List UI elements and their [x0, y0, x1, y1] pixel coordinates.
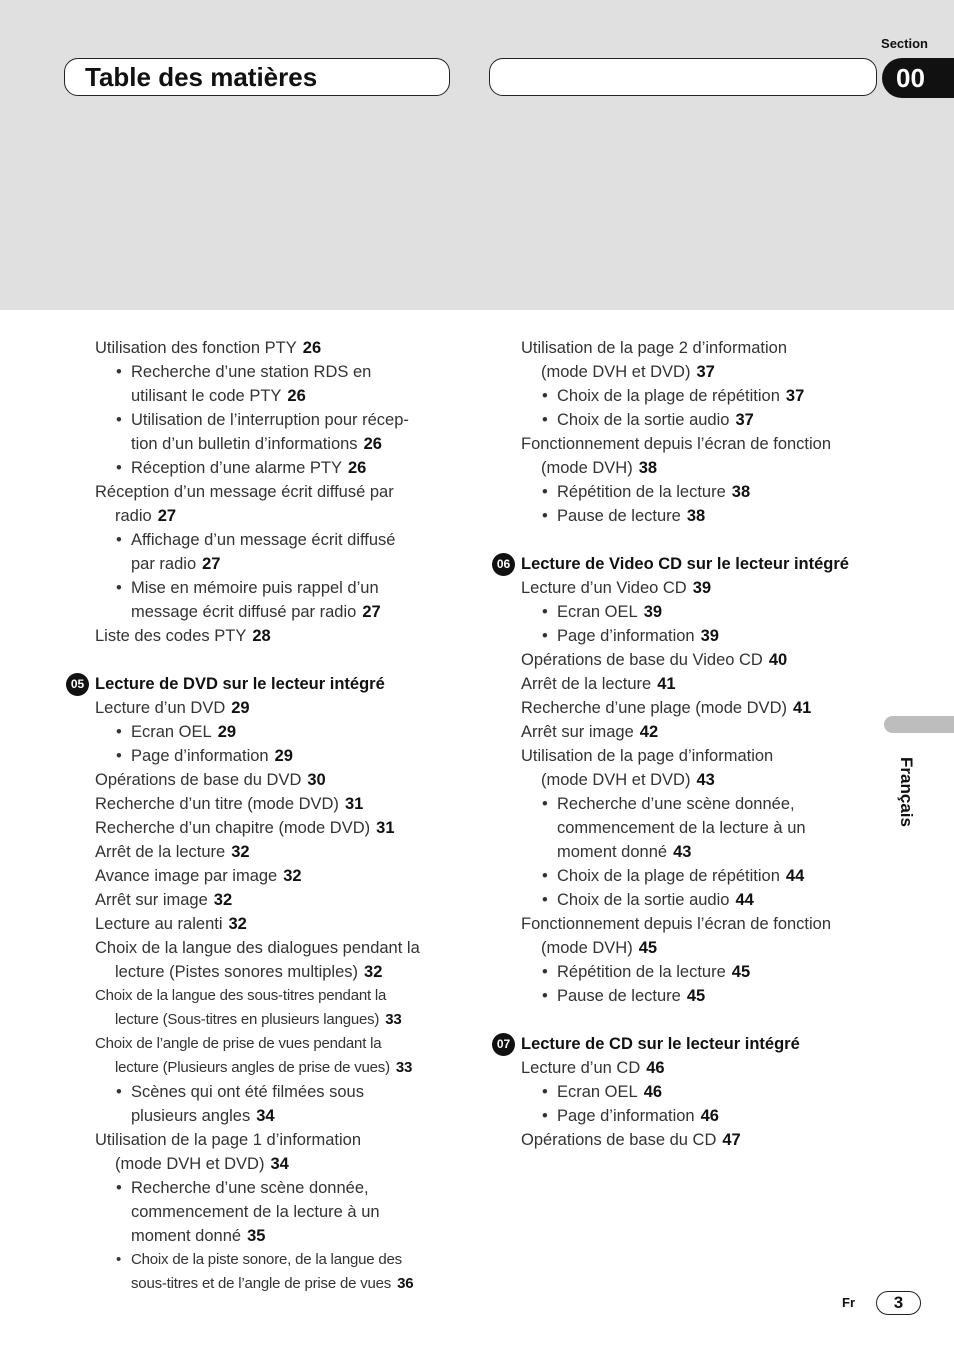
- toc-entry[interactable]: Recherche d’un chapitre (mode DVD) 31: [95, 819, 395, 837]
- toc-entry[interactable]: Utilisation des fonction PTY 26: [95, 339, 322, 357]
- bullet-icon: •: [542, 483, 548, 501]
- section-heading[interactable]: 06 Lecture de Video CD sur le lecteur intégré: [521, 552, 891, 576]
- toc-entry[interactable]: commencement de la lecture à un: [557, 819, 806, 837]
- toc-entry[interactable]: • Mise en mémoire puis rappel d’un: [95, 576, 465, 600]
- section-heading[interactable]: 07 Lecture de CD sur le lecteur intégré: [521, 1032, 891, 1056]
- toc-entry[interactable]: Arrêt sur image 42: [521, 723, 659, 741]
- toc-entry[interactable]: Arrêt sur image 32: [95, 891, 233, 909]
- spacer: [521, 528, 891, 552]
- bullet-icon: •: [116, 459, 122, 477]
- toc-entry[interactable]: lecture (Sous-titres en plusieurs langues) 33: [115, 1011, 402, 1028]
- toc-entry[interactable]: • Choix de la piste sonore, de la langue des: [95, 1248, 465, 1272]
- bullet-icon: •: [542, 627, 548, 645]
- spacer: [95, 648, 465, 672]
- bullet-icon: •: [116, 579, 122, 597]
- bullet-icon: •: [116, 363, 122, 381]
- section-05-badge: 05: [66, 673, 89, 696]
- toc-entry[interactable]: utilisant le code PTY 26: [131, 387, 306, 405]
- toc-entry[interactable]: • Page d’information 29: [95, 744, 465, 768]
- bullet-icon: •: [116, 531, 122, 549]
- toc-entry[interactable]: • Pause de lecture 38: [521, 504, 891, 528]
- toc-entry[interactable]: (mode DVH et DVD) 34: [115, 1155, 289, 1173]
- toc-entry[interactable]: • Ecran OEL 39: [521, 600, 891, 624]
- toc-entry[interactable]: • Ecran OEL 29: [95, 720, 465, 744]
- toc-entry[interactable]: • Recherche d’une station RDS en: [95, 360, 465, 384]
- bullet-icon: •: [116, 1179, 122, 1197]
- toc-entry[interactable]: Arrêt de la lecture 41: [521, 675, 676, 693]
- toc-entry[interactable]: Lecture d’un DVD 29: [95, 699, 250, 717]
- toc-entry[interactable]: lecture (Pistes sonores multiples) 32: [115, 963, 383, 981]
- bullet-icon: •: [116, 411, 122, 429]
- toc-entry[interactable]: • Pause de lecture 45: [521, 984, 891, 1008]
- bullet-icon: •: [542, 963, 548, 981]
- toc-entry[interactable]: Fonctionnement depuis l’écran de fonction: [521, 435, 832, 453]
- spacer: [521, 1008, 891, 1032]
- toc-entry[interactable]: • Page d’information 46: [521, 1104, 891, 1128]
- toc-entry[interactable]: • Répétition de la lecture 38: [521, 480, 891, 504]
- bullet-icon: •: [116, 747, 122, 765]
- toc-entry[interactable]: Utilisation de la page d’information: [521, 747, 774, 765]
- toc-entry[interactable]: moment donné 35: [131, 1227, 266, 1245]
- bullet-icon: •: [542, 867, 548, 885]
- toc-entry[interactable]: (mode DVH) 38: [541, 459, 658, 477]
- bullet-icon: •: [542, 795, 548, 813]
- bullet-icon: •: [542, 603, 548, 621]
- toc-entry[interactable]: • Recherche d’une scène donnée,: [95, 1176, 465, 1200]
- toc-entry[interactable]: Avance image par image 32: [95, 867, 302, 885]
- toc-entry[interactable]: par radio 27: [131, 555, 221, 573]
- toc-entry[interactable]: Lecture d’un CD 46: [521, 1059, 665, 1077]
- toc-entry[interactable]: • Choix de la plage de répétition 37: [521, 384, 891, 408]
- toc-entry[interactable]: plusieurs angles 34: [131, 1107, 275, 1125]
- section-07-badge: 07: [492, 1033, 515, 1056]
- toc-entry[interactable]: Utilisation de la page 2 d’information: [521, 339, 787, 357]
- toc-entry[interactable]: Choix de la langue des sous-titres pendant la: [95, 987, 387, 1004]
- toc-entry[interactable]: • Réception d’une alarme PTY 26: [95, 456, 465, 480]
- bullet-icon: •: [542, 387, 548, 405]
- language-tab: [884, 716, 954, 733]
- toc-entry[interactable]: commencement de la lecture à un: [131, 1203, 380, 1221]
- page-number: 3: [876, 1291, 921, 1315]
- toc-entry[interactable]: Lecture d’un Video CD 39: [521, 579, 712, 597]
- toc-entry[interactable]: Réception d’un message écrit diffusé par: [95, 483, 394, 501]
- toc-entry[interactable]: Opérations de base du Video CD 40: [521, 651, 788, 669]
- toc-entry[interactable]: (mode DVH et DVD) 43: [541, 771, 715, 789]
- section-heading[interactable]: 05 Lecture de DVD sur le lecteur intégré: [95, 672, 465, 696]
- bullet-icon: •: [542, 1083, 548, 1101]
- toc-entry[interactable]: • Choix de la sortie audio 44: [521, 888, 891, 912]
- toc-entry[interactable]: Lecture au ralenti 32: [95, 915, 247, 933]
- toc-entry[interactable]: radio 27: [115, 507, 177, 525]
- toc-entry[interactable]: Recherche d’une plage (mode DVD) 41: [521, 699, 812, 717]
- bullet-icon: •: [116, 1251, 122, 1268]
- toc-entry[interactable]: (mode DVH) 45: [541, 939, 658, 957]
- language-label: Français: [897, 757, 916, 827]
- toc-entry[interactable]: moment donné 43: [557, 843, 692, 861]
- bullet-icon: •: [542, 411, 548, 429]
- toc-entry[interactable]: Fonctionnement depuis l’écran de fonction: [521, 915, 832, 933]
- toc-entry[interactable]: (mode DVH et DVD) 37: [541, 363, 715, 381]
- bullet-icon: •: [542, 507, 548, 525]
- toc-entry[interactable]: Liste des codes PTY 28: [95, 627, 271, 645]
- toc-left-column: [70, 336, 465, 1296]
- toc-entry[interactable]: • Page d’information 39: [521, 624, 891, 648]
- header-empty-box: [489, 58, 877, 96]
- toc-entry[interactable]: Arrêt de la lecture 32: [95, 843, 250, 861]
- bullet-icon: •: [116, 1083, 122, 1101]
- toc-entry[interactable]: sous-titres et de l’angle de prise de vues 36: [131, 1275, 414, 1292]
- toc-entry[interactable]: Choix de l’angle de prise de vues pendant la: [95, 1035, 382, 1052]
- toc-entry[interactable]: • Affichage d’un message écrit diffusé: [95, 528, 465, 552]
- toc-entry[interactable]: tion d’un bulletin d’informations 26: [131, 435, 382, 453]
- toc-entry[interactable]: Utilisation de la page 1 d’information: [95, 1131, 361, 1149]
- toc-entry[interactable]: • Répétition de la lecture 45: [521, 960, 891, 984]
- bullet-icon: •: [542, 891, 548, 909]
- toc-entry[interactable]: • Scènes qui ont été filmées sous: [95, 1080, 465, 1104]
- section-number-badge: [882, 58, 954, 98]
- toc-entry[interactable]: • Ecran OEL 46: [521, 1080, 891, 1104]
- toc-entry[interactable]: • Choix de la plage de répétition 44: [521, 864, 891, 888]
- toc-entry[interactable]: lecture (Plusieurs angles de prise de vues) 33: [115, 1059, 413, 1076]
- toc-entry[interactable]: Recherche d’un titre (mode DVD) 31: [95, 795, 364, 813]
- bullet-icon: •: [542, 987, 548, 1005]
- toc-entry[interactable]: message écrit diffusé par radio 27: [131, 603, 381, 621]
- header-band: [0, 0, 954, 310]
- bullet-icon: •: [542, 1107, 548, 1125]
- toc-entry[interactable]: Choix de la langue des dialogues pendant la: [95, 939, 420, 957]
- toc-entry[interactable]: • Utilisation de l’interruption pour récep-: [95, 408, 465, 432]
- section-06-badge: 06: [492, 553, 515, 576]
- title-box: [64, 58, 450, 96]
- toc-entry[interactable]: • Recherche d’une scène donnée,: [521, 792, 891, 816]
- toc-entry[interactable]: • Choix de la sortie audio 37: [521, 408, 891, 432]
- toc-entry[interactable]: Opérations de base du CD 47: [521, 1131, 741, 1149]
- footer-lang-code: Fr: [842, 1295, 855, 1310]
- toc-right-column: [496, 336, 891, 1152]
- section-number: 00: [896, 63, 925, 93]
- bullet-icon: •: [116, 723, 122, 741]
- toc-entry[interactable]: Opérations de base du DVD 30: [95, 771, 326, 789]
- page-title: Table des matières: [85, 62, 318, 92]
- section-label: Section: [881, 36, 928, 51]
